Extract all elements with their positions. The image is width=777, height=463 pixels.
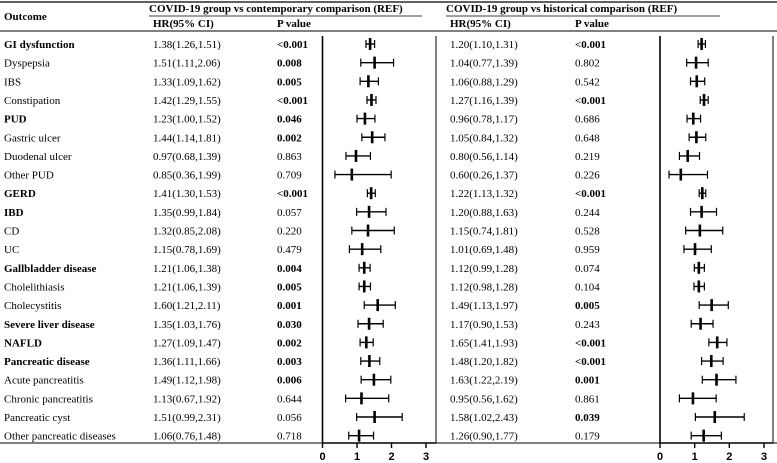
contemporary-p-value: 0.644 [277, 393, 302, 406]
contemporary-p-value: 0.863 [277, 150, 302, 163]
contemporary-hr-ci-value: 1.41(1.30,1.53) [153, 188, 221, 201]
contemporary-p-value: <0.001 [277, 39, 309, 51]
contemporary-group-header: COVID-19 group vs contemporary comparison (REF) [149, 3, 403, 15]
contemporary-hr-ci-value: 1.21(1.06,1.38) [153, 262, 221, 275]
contemporary-p-value: 0.479 [277, 244, 302, 257]
contemporary-hr-ci-value: 0.97(0.68,1.39) [153, 150, 221, 163]
historical-p-value: 0.959 [575, 244, 600, 257]
outcome-label: Chronic pancreatitis [4, 393, 93, 406]
table-row [4, 151, 600, 163]
table-row [4, 393, 600, 405]
contemporary-p-value: 0.006 [277, 374, 302, 387]
historical-hr-ci-value: 1.15(0.74,1.81) [450, 225, 518, 238]
historical-hr-ci-value: 1.01(0.69,1.48) [450, 244, 518, 257]
contemporary-hr-header: HR(95% CI) [153, 18, 214, 30]
historical-p-value: <0.001 [575, 337, 607, 350]
historical-p-value: 0.104 [575, 281, 600, 294]
historical-x-tick-label: 2 [726, 451, 733, 463]
historical-hr-ci-value: 0.96(0.78,1.17) [450, 113, 518, 126]
historical-p-value: <0.001 [575, 39, 607, 51]
outcome-label: NAFLD [4, 337, 42, 350]
contemporary-p-value: <0.001 [277, 188, 309, 201]
contemporary-hr-ci-value: 1.06(0.76,1.48) [153, 430, 221, 443]
historical-hr-ci-value: 1.63(1.22,2.19) [450, 374, 518, 387]
outcome-label: PUD [4, 113, 27, 126]
contemporary-p-value: 0.003 [277, 356, 302, 369]
outcome-header: Outcome [4, 11, 47, 23]
historical-hr-ci-value: 1.05(0.84,1.32) [450, 132, 518, 145]
contemporary-p-value: 0.005 [277, 281, 302, 294]
contemporary-hr-ci-value: 1.21(1.06,1.39) [153, 281, 221, 294]
outcome-label: GI dysfunction [4, 39, 75, 51]
table-row [4, 281, 600, 293]
historical-hr-ci-value: 1.22(1.13,1.32) [450, 188, 518, 201]
historical-x-tick-label: 3 [760, 451, 768, 463]
historical-hr-ci-value: 1.20(1.10,1.31) [450, 39, 518, 51]
table-row [4, 356, 606, 368]
contemporary-x-tick-label: 2 [388, 451, 395, 463]
contemporary-hr-ci-value: 1.42(1.29,1.55) [153, 94, 221, 107]
outcome-label: Pancreatic disease [4, 356, 90, 369]
contemporary-hr-ci-value: 1.44(1.14,1.81) [153, 132, 221, 145]
historical-hr-ci-value: 1.12(0.98,1.28) [450, 281, 518, 294]
table-row [4, 337, 606, 349]
outcome-label: Acute pancreatitis [4, 374, 84, 387]
outcome-label: Dyspepsia [4, 57, 50, 70]
historical-hr-ci-value: 1.17(0.90,1.53) [450, 318, 518, 331]
outcome-label: Severe liver disease [4, 318, 95, 331]
table-row [4, 431, 600, 443]
historical-p-value: <0.001 [575, 356, 607, 369]
historical-p-value: 0.001 [575, 374, 600, 387]
table-row [4, 58, 600, 70]
outcome-label: IBS [4, 76, 22, 89]
historical-p-value: 0.039 [575, 412, 600, 424]
table-row [4, 226, 600, 238]
contemporary-p-value: 0.004 [277, 262, 302, 275]
historical-hr-ci-value: 1.58(1.02,2.43) [450, 412, 518, 424]
historical-p-value: 0.005 [575, 300, 600, 313]
table-row [4, 170, 600, 182]
table-row [4, 412, 600, 424]
outcome-label: Other PUD [4, 169, 54, 182]
outcome-label: Duodenal ulcer [4, 150, 72, 163]
table-row [4, 244, 600, 256]
table-row [4, 300, 600, 312]
historical-p-value: 0.219 [575, 150, 600, 163]
contemporary-hr-ci-value: 0.85(0.36,1.99) [153, 169, 221, 182]
contemporary-hr-ci-value: 1.51(0.99,2.31) [153, 412, 221, 424]
historical-p-value: 0.648 [575, 132, 600, 145]
outcome-label: GERD [4, 188, 36, 201]
outcome-label: IBD [4, 206, 24, 219]
contemporary-x-tick-label: 3 [422, 451, 430, 463]
historical-p-value: 0.179 [575, 430, 600, 443]
contemporary-p-value: 0.046 [277, 113, 302, 126]
historical-p-value: 0.074 [575, 262, 600, 275]
historical-x-tick-label: 0 [656, 451, 664, 463]
outcome-label: Constipation [4, 94, 61, 107]
contemporary-p-value: 0.056 [277, 412, 302, 424]
historical-p-value: 0.226 [575, 169, 600, 182]
historical-p-value: 0.243 [575, 318, 600, 331]
table-row [4, 114, 600, 126]
historical-hr-ci-value: 0.60(0.26,1.37) [450, 169, 518, 182]
contemporary-hr-ci-value: 1.49(1.12,1.98) [153, 374, 221, 387]
contemporary-p-value: <0.001 [277, 94, 309, 107]
historical-p-value: <0.001 [575, 188, 607, 201]
contemporary-p-value: 0.057 [277, 206, 302, 219]
contemporary-hr-ci-value: 1.36(1.11,1.66) [153, 356, 221, 369]
table-row [4, 39, 606, 51]
table-rows [4, 39, 606, 443]
contemporary-hr-ci-value: 1.15(0.78,1.69) [153, 244, 221, 257]
historical-group-header: COVID-19 group vs historical comparison (REF) [446, 3, 678, 15]
contemporary-p-value: 0.709 [277, 169, 302, 182]
historical-hr-ci-value: 1.27(1.16,1.39) [450, 94, 518, 107]
historical-hr-ci-value: 1.06(0.88,1.29) [450, 76, 518, 89]
contemporary-p-value: 0.001 [277, 300, 302, 313]
table-row [4, 263, 600, 275]
historical-hr-ci-value: 1.65(1.41,1.93) [450, 337, 518, 350]
contemporary-hr-ci-value: 1.35(0.99,1.84) [153, 206, 221, 219]
outcome-label: UC [4, 244, 20, 257]
historical-hr-ci-value: 1.49(1.13,1.97) [450, 300, 518, 313]
historical-hr-ci-value: 1.12(0.99,1.28) [450, 262, 518, 275]
table-row [4, 375, 600, 387]
historical-p-value: 0.244 [575, 206, 600, 219]
contemporary-hr-ci-value: 1.23(1.00,1.52) [153, 113, 221, 126]
contemporary-p-value: 0.002 [277, 337, 302, 350]
table-row [4, 95, 606, 107]
contemporary-hr-ci-value: 1.38(1.26,1.51) [153, 39, 221, 51]
contemporary-p-value: 0.718 [277, 430, 302, 443]
historical-hr-ci-value: 1.48(1.20,1.82) [450, 356, 518, 369]
historical-p-value: 0.802 [575, 57, 600, 70]
forest-panels [319, 36, 773, 463]
contemporary-p-value: 0.002 [277, 132, 302, 145]
contemporary-hr-ci-value: 1.13(0.67,1.92) [153, 393, 221, 406]
contemporary-x-tick-label: 1 [353, 451, 361, 463]
outcome-label: Gallbladder disease [4, 262, 97, 275]
outcome-label: Pancreatic cyst [4, 412, 71, 424]
historical-hr-ci-value: 1.04(0.77,1.39) [450, 57, 518, 70]
table-row [4, 132, 600, 144]
outcome-label: Other pancreatic diseases [4, 430, 116, 443]
contemporary-hr-ci-value: 1.32(0.85,2.08) [153, 225, 221, 238]
contemporary-hr-ci-value: 1.27(1.09,1.47) [153, 337, 221, 350]
contemporary-p-value: 0.220 [277, 225, 302, 238]
outcome-label: Cholecystitis [4, 300, 62, 313]
table-row [4, 76, 600, 88]
contemporary-hr-ci-value: 1.33(1.09,1.62) [153, 76, 221, 89]
table-row [4, 319, 600, 331]
outcome-label: Gastric ulcer [4, 132, 61, 145]
historical-hr-header: HR(95% CI) [450, 18, 511, 30]
table-row [4, 188, 606, 200]
historical-hr-ci-value: 1.26(0.90,1.77) [450, 430, 518, 443]
contemporary-hr-ci-value: 1.35(1.03,1.76) [153, 318, 221, 331]
historical-hr-ci-value: 0.95(0.56,1.62) [450, 393, 518, 406]
historical-p-header: P value [575, 18, 609, 30]
contemporary-p-value: 0.008 [277, 57, 302, 70]
contemporary-p-header: P value [277, 18, 311, 30]
contemporary-p-value: 0.005 [277, 76, 302, 89]
contemporary-p-value: 0.030 [277, 318, 302, 331]
historical-hr-ci-value: 1.20(0.88,1.63) [450, 206, 518, 219]
outcome-label: CD [4, 225, 20, 238]
historical-p-value: 0.542 [575, 76, 600, 89]
table-row [4, 207, 600, 219]
historical-p-value: 0.686 [575, 113, 600, 126]
historical-p-value: <0.001 [575, 94, 607, 107]
contemporary-hr-ci-value: 1.60(1.21,2.11) [153, 300, 221, 313]
historical-hr-ci-value: 0.80(0.56,1.14) [450, 150, 518, 163]
historical-p-value: 0.861 [575, 393, 600, 406]
historical-p-value: 0.528 [575, 225, 600, 238]
outcome-label: Cholelithiasis [4, 281, 65, 294]
historical-x-tick-label: 1 [691, 451, 698, 463]
contemporary-x-tick-label: 0 [319, 451, 326, 463]
contemporary-hr-ci-value: 1.51(1.11,2.06) [153, 57, 221, 70]
